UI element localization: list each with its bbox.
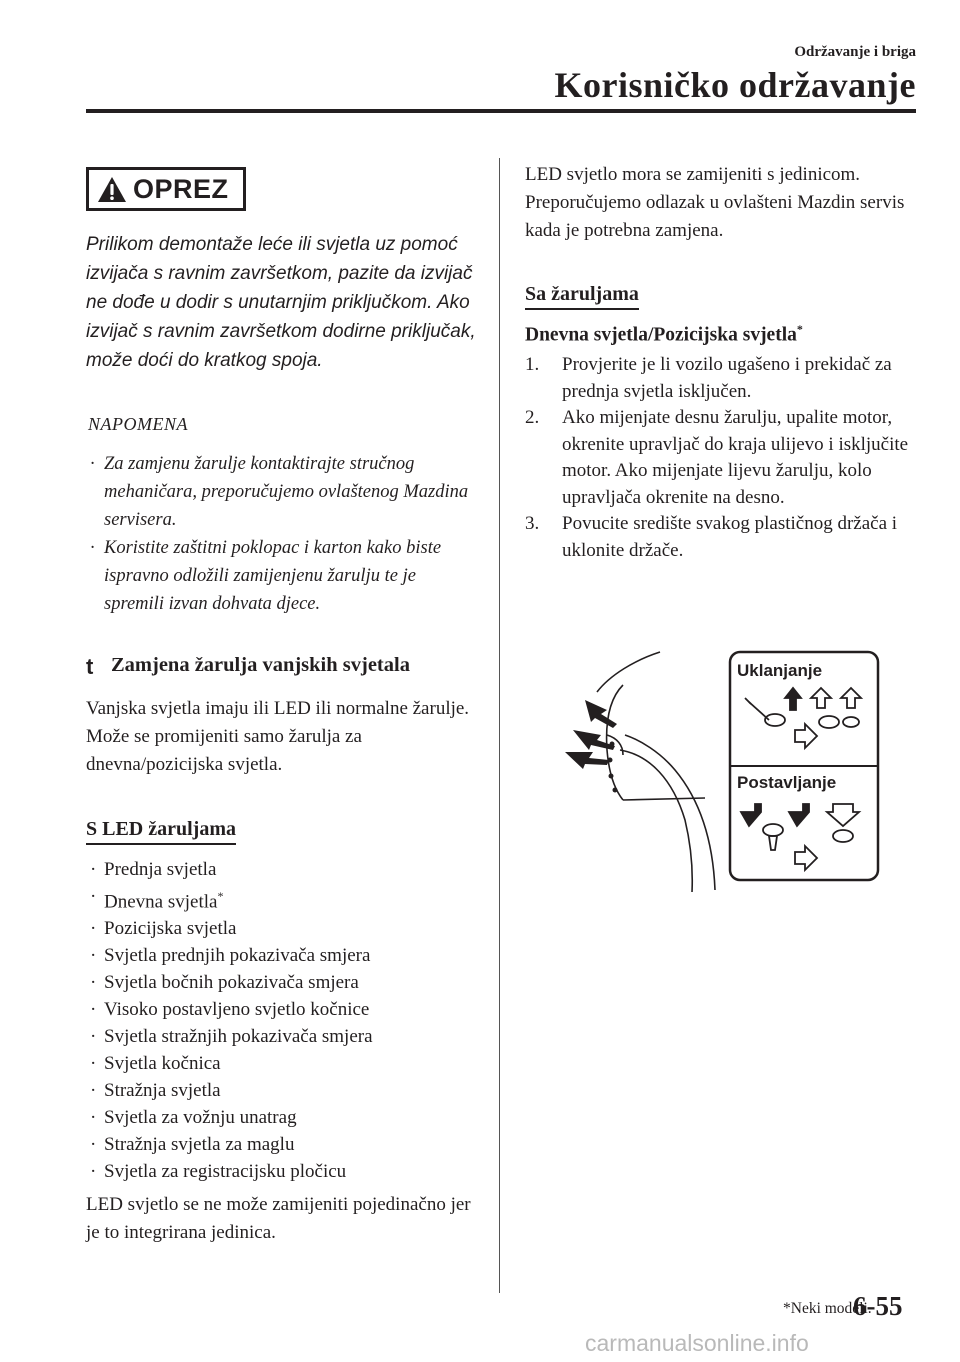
note-heading: NAPOMENA [88, 414, 188, 434]
led-heading: S LED žaruljama [86, 818, 236, 845]
list-item: · Stražnja svjetla [90, 1080, 221, 1102]
car-front-drawing [597, 652, 715, 892]
drl-heading: Dnevna svjetla/Pozicijska svjetla* [525, 322, 803, 346]
list-item: · Pozicijska svjetla [90, 918, 237, 940]
right-intro: LED svjetlo mora se zamijeniti s jedinicom. Preporučujemo odlazak u ovlašteni Mazdin servis kada je potrebna zamjena. [525, 164, 905, 241]
section-intro: Vanjska svjetla imaju ili LED ili normalne žarulje. Može se promijeniti samo žarulja za dnevna/pozicijska svjetla. [86, 698, 470, 775]
step-item: 3. Povucite središte svakog plastičnog držača i uklonite držače. [525, 513, 898, 561]
removal-label: Uklanjanje [737, 661, 823, 680]
asterisk: * [796, 322, 803, 336]
section-title: Zamjena žarulja vanjskih svjetala [111, 654, 410, 676]
page-title: Korisničko održavanje [554, 65, 916, 105]
header-section: Održavanje i briga [794, 44, 916, 60]
list-item: · Dnevna svjetla* [90, 886, 224, 913]
caution-text: Prilikom demontaže leće ili svjetla uz pomoć izvijača s ravnim završetkom, pazite da izvijač ne dođe u dodir s unutarnjim priključkom. Ako izvijač s ravnim završetkom dodirne priključak, može doći do kratkog spoja. [86, 234, 476, 371]
list-item: · Stražnja svjetla za maglu [90, 1134, 295, 1156]
caution-box [86, 167, 246, 211]
list-item: · Svjetla stražnjih pokazivača smjera [90, 1026, 373, 1048]
install-label: Postavljanje [737, 773, 837, 792]
step-item: 1. Provjerite je li vozilo ugašeno i prekidač za prednja svjetla isključen. [525, 354, 892, 402]
list-item: · Svjetla prednjih pokazivača smjera [90, 945, 371, 967]
list-item: · Svjetla za vožnju unatrag [90, 1107, 297, 1129]
note-item: · Koristite zaštitni poklopac i karton kako biste ispravno odložili zamijenjenu žarulju te je spremili izvan dohvata djece. [90, 538, 442, 614]
list-item: · Prednja svjetla [90, 859, 217, 880]
page-number: 6-55 [853, 1291, 903, 1321]
led-note: LED svjetlo se ne može zamijeniti pojedinačno jer je to integrirana jedinica. [86, 1194, 471, 1243]
header-rule [86, 109, 916, 113]
note-item: · Za zamjenu žarulje kontaktirajte stručnog mehaničara, preporučujemo ovlaštenog Mazdina servisera. [90, 454, 469, 530]
list-item: · Svjetla bočnih pokazivača smjera [90, 972, 359, 994]
caution-label: OPREZ [133, 173, 229, 204]
column-divider [499, 158, 500, 1293]
footnote: *Neki modeli. [783, 1300, 872, 1317]
led-list [86, 856, 486, 1185]
list-item: · Svjetla kočnica [90, 1053, 221, 1075]
step-item: 2. Ako mijenjate desnu žarulju, upalite motor, okrenite upravljač do kraja ulijevo i isključite motor. Ako mijenjate lijevu žarulju, kolo upravljača okrenite na desno. [525, 407, 909, 508]
clip-removal-figure [565, 640, 880, 892]
bulb-heading: Sa žaruljama [525, 283, 639, 310]
note-list [86, 450, 476, 618]
section-marker: t [86, 654, 94, 679]
asterisk: * [217, 889, 224, 903]
list-item: · Visoko postavljeno svjetlo kočnice [90, 999, 370, 1021]
steps-list [525, 352, 917, 564]
list-item: · Svjetla za registracijsku pločicu [90, 1161, 347, 1183]
watermark: carmanualsonline.info [585, 1330, 809, 1356]
warning-triangle-icon [97, 176, 127, 203]
